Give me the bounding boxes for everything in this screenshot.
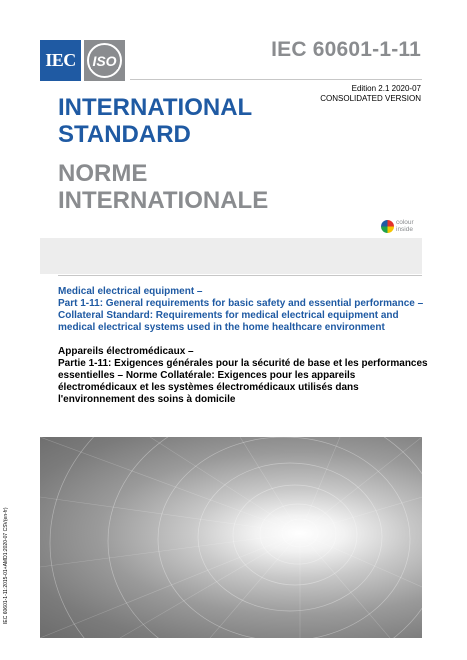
title-fr-line-2: INTERNATIONALE [58, 187, 269, 214]
description-en-heading: Medical electrical equipment – [58, 286, 203, 297]
grey-band [40, 238, 422, 274]
side-reference: IEC 60601-1-11:2015-01+AMD1:2020-07 CSV(en-fr) [3, 507, 9, 624]
edition-info [320, 84, 421, 104]
colour-wheel-icon [381, 220, 394, 233]
iec-logo-text: IEC [45, 50, 76, 70]
description-french [58, 346, 428, 406]
description-fr-heading: Appareils électromédicaux – [58, 346, 194, 357]
description-english [58, 286, 428, 334]
title-en-line-2: STANDARD [58, 121, 191, 148]
middle-divider [58, 275, 422, 276]
edition-line: Edition 2.1 2020-07 [351, 84, 421, 93]
colour-inside-mark [381, 219, 421, 235]
iec-logo [40, 40, 81, 81]
iso-logo-text: ISO [92, 52, 117, 69]
consolidated-version-line: CONSOLIDATED VERSION [320, 94, 421, 103]
title-fr-line-1: NORME [58, 160, 148, 187]
iso-logo [84, 40, 125, 81]
title-en-line-1: INTERNATIONAL [58, 94, 253, 121]
colour-inside-line-2: inside [396, 226, 413, 233]
description-fr-body: Partie 1-11: Exigences générales pour la sécurité de base et les performances essentielles – Norme Collatérale: Exigences pour les appareils électromédicaux et les systèmes électromédicaux utilisés dans l'environnement des soins à domicile [58, 358, 428, 405]
title-french [58, 160, 268, 214]
top-divider [130, 79, 422, 80]
cover-image [40, 437, 422, 638]
tunnel-graphic [40, 437, 422, 638]
description-en-body: Part 1-11: General requirements for basic safety and essential performance – Collateral Standard: Requirements for medical electrical equipment and medical electrical systems used in the home healthcare environment [58, 298, 424, 333]
colour-inside-line-1: colour [396, 219, 414, 226]
title-english [58, 94, 252, 148]
standard-number: IEC 60601-1-11 [271, 38, 421, 61]
